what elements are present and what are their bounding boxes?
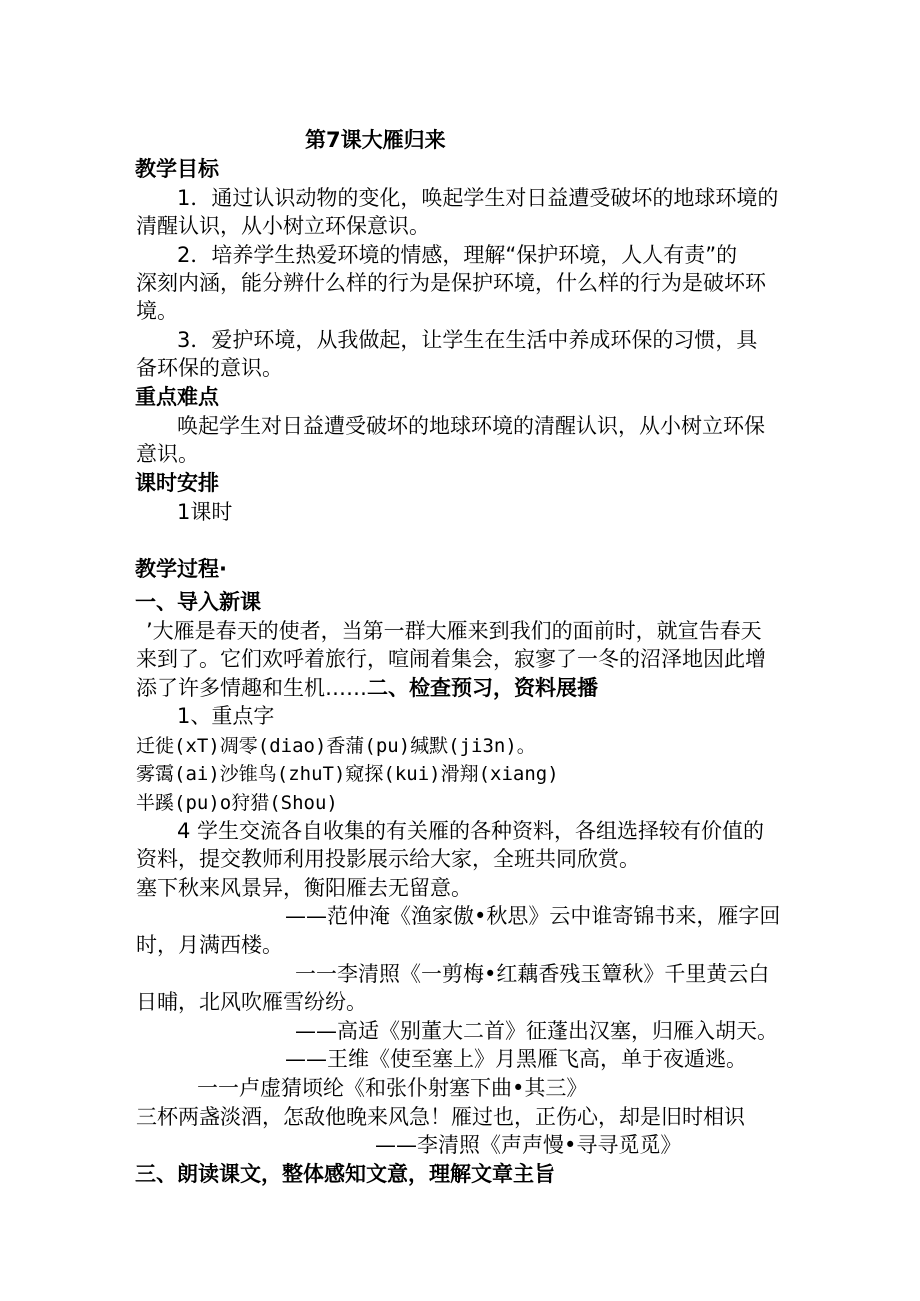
process-heading: 教学过程· — [135, 557, 227, 581]
poem-attribution-3: ——高适《别董大二首》征蓬出汉塞，归雁入胡天。 — [295, 1019, 778, 1043]
key-points-line-1: 唤起学生对日益遭受破坏的地球环境的清醒认识，从小树立环保 — [177, 414, 765, 438]
objectives-heading: 教学目标 — [135, 157, 219, 181]
poem-attribution-6: ——李清照《声声慢•寻寻觅觅》 — [375, 1133, 682, 1157]
intro-line-2: 来到了。它们欢呼着旅行，喧闹着集会，寂寥了一冬的沼泽地因此增 — [136, 647, 766, 671]
objective-1-line-2: 清醒认识，从小树立环保意识。 — [136, 214, 430, 238]
key-words-line-1 — [136, 731, 536, 760]
objective-3-line-2: 备环保的意识。 — [136, 356, 283, 380]
poem-attribution-4: ——王维《使至塞上》月黑雁飞高，单于夜遁逃。 — [285, 1047, 747, 1071]
key-words-line-3 — [136, 788, 338, 817]
poem-attribution-1: ——范仲淹《渔家傲•秋思》云中谁寄锦书来，雁字回 — [285, 904, 781, 928]
key-words-subheading: 1、重点字 — [177, 704, 275, 728]
poem-attribution-2: 一一李清照《一剪梅•红藕香残玉簟秋》千里黄云白 — [295, 962, 770, 986]
objective-1-line-1: 1．通过认识动物的变化，唤起学生对日益遭受破坏的地球环境的 — [177, 186, 779, 210]
objective-2-line-3: 境。 — [136, 299, 178, 323]
poem-line-2: 时，月满西楼。 — [136, 933, 283, 957]
intro-line-3 — [136, 674, 598, 702]
schedule-heading: 课时安排 — [135, 471, 219, 495]
poem-line-1: 塞下秋来风景异，衡阳雁去无留意。 — [136, 876, 472, 900]
section-1-heading: 一、导入新课 — [135, 590, 261, 614]
objective-2-line-2: 深刻内涵，能分辨什么样的行为是保护环境，什么样的行为是破坏环 — [136, 271, 766, 295]
intro-line-3-text: 添了许多情趣和生机…… — [136, 676, 367, 700]
schedule-text: 1课时 — [177, 500, 233, 524]
key-points-heading: 重点难点 — [135, 385, 219, 409]
key-words-line-2 — [136, 759, 559, 788]
section-3-heading: 三、朗读课文，整体感知文意，理解文章主旨 — [135, 1162, 555, 1186]
lesson-title: 第7课大雁归来 — [305, 128, 446, 152]
intro-line-1: ’大雁是春天的使者，当第一群大雁来到我们的面前时，就宣告春天 — [146, 619, 762, 643]
materials-line-2: 资料，提交教师利用投影展示给大家，全班共同欣赏。 — [136, 847, 640, 871]
objective-2-line-1: 2．培养学生热爱环境的情感，理解“保护环境，人人有责”的 — [177, 243, 738, 267]
objective-3-line-1: 3．爱护环境，从我做起，让学生在生活中养成环保的习惯，具 — [177, 328, 758, 352]
key-words-line-1-text: 迁徙(xT)凋零(diao)香蒲(pu)缄默(ji3n)。 — [136, 735, 536, 757]
poem-attribution-5: 一一卢虚猜顷纶《和张仆射塞下曲•其三》 — [197, 1076, 588, 1100]
key-words-line-2-text: 雾霭(ai)沙锥鸟(zhuT)窥探(kui)滑翔(xiang) — [136, 763, 559, 785]
poem-line-6: 三杯两盏淡酒，怎敌他晚来风急！雁过也，正伤心，却是旧时相识 — [136, 1105, 745, 1129]
section-2-heading: 二、检查预习，资料展播 — [367, 676, 598, 700]
poem-line-3: 日晡，北风吹雁雪纷纷。 — [136, 990, 367, 1014]
materials-line-1: 4 学生交流各自收集的有关雁的各种资料，各组选择较有价值的 — [177, 819, 765, 843]
key-points-line-2: 意识。 — [136, 442, 199, 466]
key-words-line-3-text: 半蹊(pu)o狩猎(Shou) — [136, 792, 338, 814]
